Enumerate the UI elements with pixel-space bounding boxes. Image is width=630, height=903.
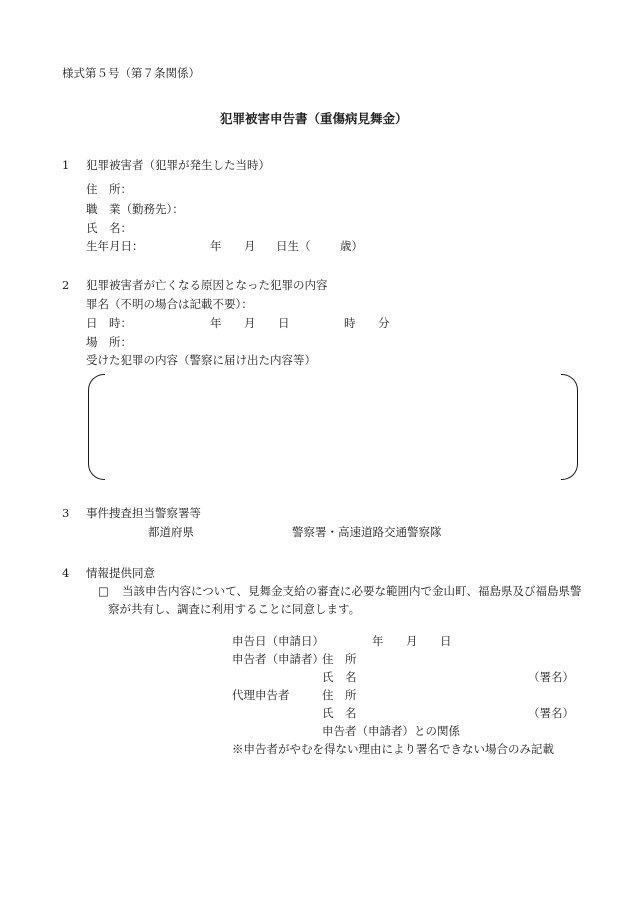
police-prefecture: 都道府県 [148, 525, 194, 539]
consent-text-line1: 当該申告内容について、見舞金支給の審査に必要な範囲内で金山町、福島県及び福島県警 [122, 584, 582, 598]
crime-place-label: 場 所： [86, 335, 132, 349]
victim-birth-label: 生年月日： [86, 239, 144, 253]
form-number: 様式第５号（第７条関係） [62, 66, 200, 80]
filing-date-day: 日 [440, 634, 452, 648]
signature-note: ※申告者がやむを得ない理由により署名できない場合のみ記載 [232, 742, 554, 756]
applicant-label: 申告者（申請者） [232, 652, 324, 666]
police-station: 警察署・高速道路交通警察隊 [292, 525, 442, 539]
crime-month: 月 [244, 316, 256, 330]
victim-address-label: 住 所： [86, 182, 132, 196]
page-title: 犯罪被害申告書（重傷病見舞金） [220, 111, 408, 126]
section4-number: 4 [62, 566, 70, 580]
proxy-address-label: 住 所 [322, 688, 357, 702]
crime-year: 年 [210, 316, 222, 330]
filing-date-year: 年 [372, 634, 384, 648]
proxy-label: 代理申告者 [232, 688, 290, 702]
consent-text-line2: 察が共有し、調査に利用することに同意します。 [108, 602, 361, 616]
crime-minute: 分 [378, 316, 390, 330]
section1-heading: 犯罪被害者（犯罪が発生した当時） [86, 158, 270, 172]
proxy-relation-label: 申告者（申請者）との関係 [322, 724, 460, 738]
consent-checkbox[interactable]: □ [98, 584, 109, 598]
crime-content-area[interactable] [104, 378, 561, 474]
victim-birth-year: 年 [210, 239, 222, 253]
section2-heading: 犯罪被害者が亡くなる原因となった犯罪の内容 [86, 278, 328, 292]
victim-birth-age: 歳） [340, 239, 363, 253]
filing-date-label: 申告日（申請日） [232, 634, 324, 648]
section3-heading: 事件捜査担当警察署等 [86, 506, 201, 520]
section4-heading: 情報提供同意 [86, 566, 155, 580]
crime-hour: 時 [344, 316, 356, 330]
crime-name-label: 罪名（不明の場合は記載不要）： [86, 297, 253, 311]
applicant-address-label: 住 所 [322, 652, 357, 666]
proxy-seal-label: （署名） [528, 706, 574, 720]
crime-content-label: 受けた犯罪の内容（警察に届け出た内容等） [86, 353, 316, 367]
section3-number: 3 [62, 506, 70, 520]
section1-number: 1 [62, 158, 70, 172]
victim-name-label: 氏 名： [86, 221, 132, 235]
content-left-bracket [88, 374, 105, 480]
applicant-name-label: 氏 名 [322, 670, 357, 684]
victim-occupation-label: 職 業（勤務先）： [86, 202, 184, 216]
victim-birth-month: 月 [244, 239, 256, 253]
applicant-seal-label: （署名） [528, 670, 574, 684]
section2-number: 2 [62, 278, 70, 292]
crime-datetime-label: 日 時： [86, 316, 132, 330]
crime-day: 日 [278, 316, 290, 330]
proxy-name-label: 氏 名 [322, 706, 357, 720]
content-right-bracket [561, 374, 578, 480]
filing-date-month: 月 [406, 634, 418, 648]
victim-birth-day: 日生（ [276, 239, 311, 253]
